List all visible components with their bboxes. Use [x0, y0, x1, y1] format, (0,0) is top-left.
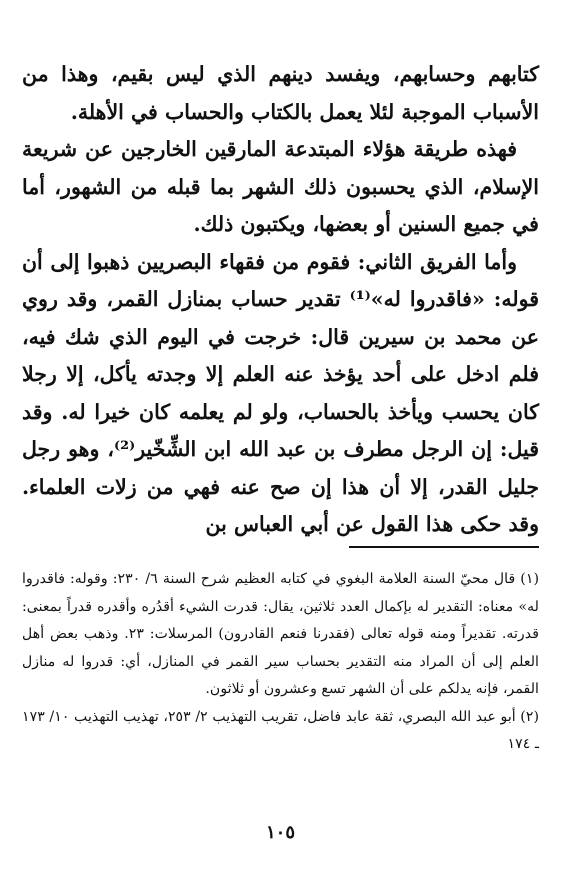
main-text — [22, 56, 539, 544]
footnote-2: (٢) أبو عبد الله البصري، ثقة عابد فاضل، تقريب التهذيب ٢/ ٢٥٣، تهذيب التهذيب ١٠/ ١٧٣ ـ ١٧٤ — [22, 708, 539, 752]
footnotes — [22, 566, 539, 759]
paragraph-2: فهذه طريقة هؤلاء المبتدعة المارقين الخارجين عن شريعة الإسلام، الذي يحسبون ذلك الشهر بما قبله من الشهور، أما في جميع السنين أو بعضها، ويكتبون ذلك. — [22, 137, 539, 236]
footnote-separator — [349, 546, 539, 548]
paragraph-1: كتابهم وحسابهم، ويفسد دينهم الذي ليس بقيم، وهذا من الأسباب الموجبة لئلا يعمل بالكتاب والحساب في الأهلة. — [22, 62, 539, 124]
page-number: ١٠٥ — [265, 822, 295, 843]
footnote-1: (١) قال محيّ السنة العلامة البغوي في كتابه العظيم شرح السنة ٦/ ٢٣٠: وقوله: فاقدروا له» معناه: التقدير له بإكمال العدد ثلاثين، يقال: قدرت الشيء أقدُره وأقدره قدراً بمعنى: قدرته. تقديراً ومنه قوله تعالى (فقدرنا فنعم القادرون) المرسلات: ٢٣. وذهب بعض أهل العلم إلى أن المراد منه التقدير بحساب سير القمر في المنازل، أي: قدروا له منازل القمر، فإنه يدلكم على أن الشهر تسع وعشرون أو ثلاثون. — [22, 571, 539, 697]
paragraph-3: وأما الفريق الثاني: فقوم من فقهاء البصريين ذهبوا إلى أن قوله: «فاقدروا له»⁽¹⁾ تقدير حساب بمنازل القمر، وقد روي عن محمد بن سيرين قال: خرجت في اليوم الذي شك فيه، فلم ادخل على أحد يؤخذ عنه العلم إلا وجدته يأكل، إلا رجلا كان يحسب ويأخذ بالحساب، ولو لم يعلمه كان خيرا له. وقد قيل: إن الرجل مطرف بن عبد الله ابن الشِّخّير⁽²⁾، وهو رجل جليل القدر، إلا أن هذا إن صح عنه فهي من زلات العلماء. وقد حكى هذا القول عن أبي العباس بن — [22, 249, 539, 536]
